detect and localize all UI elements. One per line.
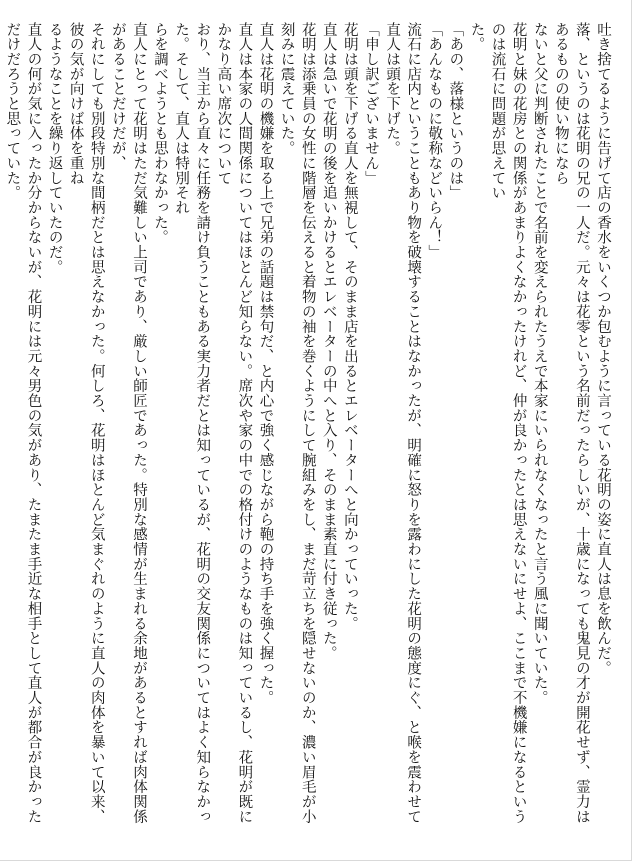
text-line: ないと父に判断されたことで名前を変えられたうえで本家にいられなくなったと言う風に聞いていた。 (531, 22, 548, 706)
text-line: 流石に店内ということもあり物を破壊することはなかったが、明確に怒りを露わにした花明の態度にぐ、と喉を震わせて直人は頭を下げた。 (384, 22, 422, 824)
text-line: 「申し訳ございません」 (362, 22, 379, 186)
text-line: 直人の何が気に入ったか分からないが、花明には元々男色の気があり、たまたま手近な相手として直人が都合が良かっただけだろうと思っていた。 (4, 22, 42, 824)
text-line: 直人は急いで花明の後を追いかけるとエレベーターの中へと入り、そのまま素直に付き従った。 (320, 22, 337, 661)
text-line: らを調べようとも思わなかった。 (152, 22, 169, 245)
text-line: た。 (468, 22, 485, 52)
text-line: 花明と妹の花房との関係があまりよくなかったけれど、仲が良かったとは思えないにせよ、ここまで不機嫌になるというのは流石に問題が思えてい (489, 22, 527, 824)
text-line: るようなことを繰り返していたのだ。 (46, 22, 63, 275)
text-line: 「あんなものに敬称などいらん！」 (426, 22, 443, 260)
text-line: おり、当主から直々に任務を請け負うこともある実力者だとは知っているが、花明の交友関係についてはよく知らなかった。そして、直人は特別それ (173, 22, 211, 824)
text-line: 直人は花明の機嫌を取る上で兄弟の話題は禁句だ、と内心で強く感じながら鞄の持ち手を強く握った。 (257, 22, 274, 706)
text-line: 「あの、落様というのは」 (447, 22, 464, 201)
text-line: 花明は添乗員の女性に階層を伝えると着物の袖を巻くようにして腕組みをし、まだ苛立ちを隠せないのか、濃い眉毛が小刻みに震えていた。 (278, 22, 316, 824)
text-line: 落、というのは花明の兄の一人だ。元々は花零という名前だったらしいが、十歳になっても鬼見の才が開花せず、霊力はあるものの使い物になら (552, 22, 590, 824)
text-line: 吐き捨てるように告げて店の香水をいくつか包むように言っている花明の姿に直人は息を飲んだ。 (595, 22, 611, 676)
vertical-text-body (4, 22, 613, 834)
text-line (0, 22, 1, 834)
text-line: それにしても別段特別な間柄だとは思えなかった。何しろ、花明はほとんど気まぐれのように直人の肉体を暴いて以来、彼の気が向けば体を重ね (67, 22, 105, 824)
text-line: 花明は頭を下げる直人を無視して、そのまま店を出るとエレベーターへと向かっていった。 (341, 22, 358, 631)
text-line: 直人は本家の人間関係についてはほとんど知らない。席次や家の中での格付けのようなものは知っているし、花明が既にかなり高い席次について (215, 22, 253, 824)
text-line: 直人にとって花明はただ気難しい上司であり、厳しい師匠であった。特別な感情が生まれる余地があるとすれば肉体関係があることだけだが、 (109, 22, 147, 824)
